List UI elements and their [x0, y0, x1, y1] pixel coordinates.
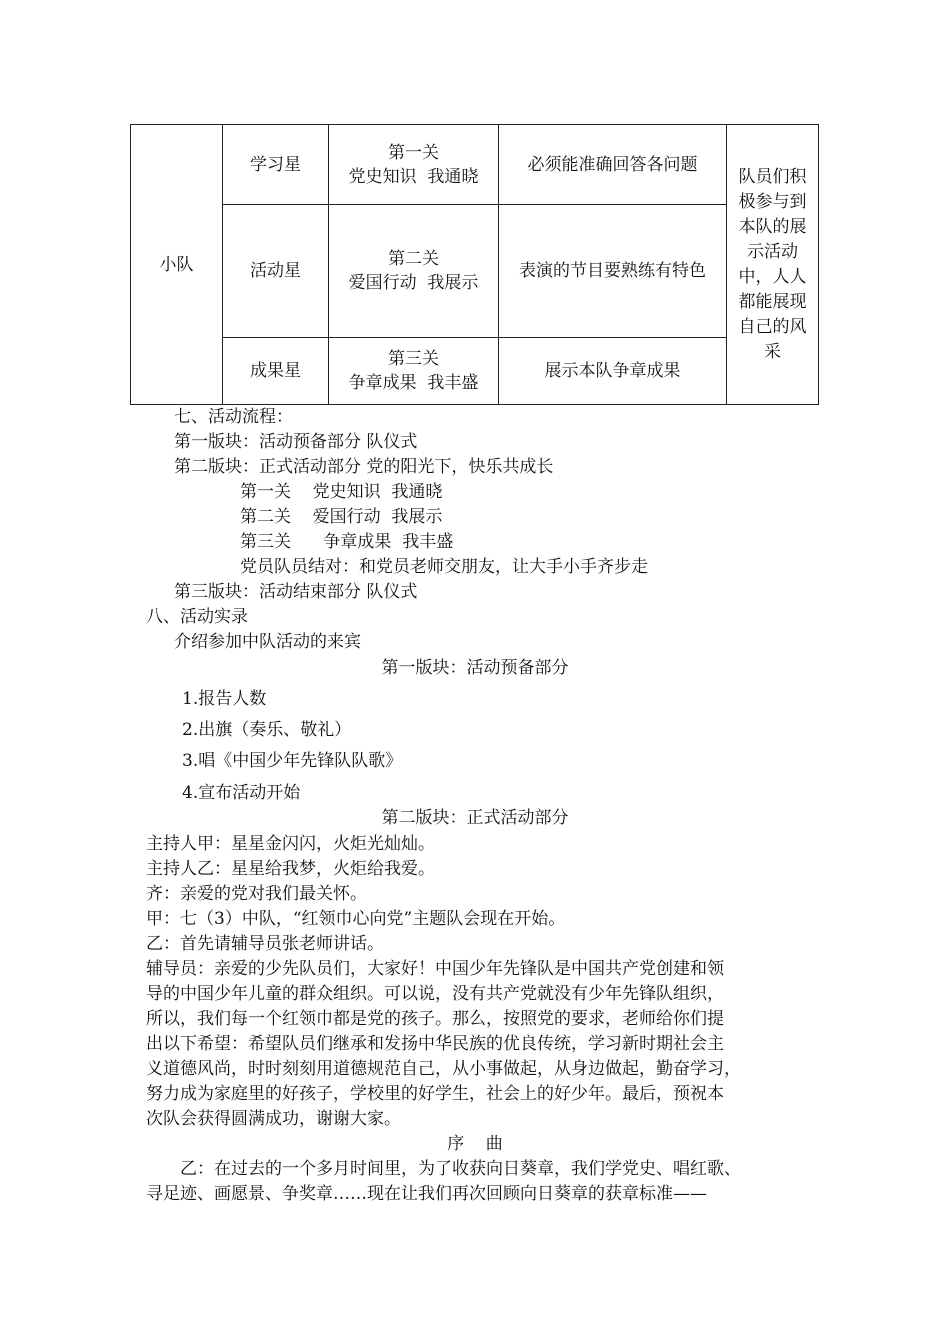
section7-heading: 七、活动流程： [174, 407, 293, 427]
block3-line: 第三版块：活动结束部分 队仪式 [174, 582, 418, 602]
star-cell: 活动星 [223, 205, 329, 338]
speech-line: 努力成为家庭里的好孩子，学校里的好学生，社会上的好少年。最后，预祝本 [146, 1084, 724, 1104]
prelude-line: 乙：在过去的一个多月时间里，为了收获向日葵章，我们学党史、唱红歌、 [180, 1159, 741, 1179]
step1-line: 第一关 党史知识 我通晓 [240, 482, 443, 502]
part1-title: 第一版块：活动预备部分 [381, 658, 569, 678]
star-table [130, 124, 819, 405]
requirement-cell: 表演的节目要熟练有特色 [499, 205, 727, 338]
pair-line: 党员队员结对：和党员老师交朋友，让大手小手齐步走 [240, 557, 648, 577]
list-item: 2.出旗（奏乐、敬礼） [182, 720, 352, 740]
list-item: 1.报告人数 [182, 689, 267, 709]
speech-line: 次队会获得圆满成功，谢谢大家。 [146, 1109, 401, 1129]
dialog-line: 齐：亲爱的党对我们最关怀。 [146, 884, 367, 904]
part2-title: 第二版块：正式活动部分 [381, 808, 569, 828]
list-item: 3.唱《中国少年先锋队队歌》 [182, 751, 403, 771]
step2-line: 第二关 爱国行动 我展示 [240, 507, 443, 527]
requirement-cell: 展示本队争章成果 [499, 338, 727, 405]
step3-line: 第三关 争章成果 我丰盛 [240, 532, 454, 552]
block2-line: 第二版块：正式活动部分 党的阳光下，快乐共成长 [174, 457, 554, 477]
prelude-title: 序 曲 [447, 1134, 503, 1154]
speech-line: 所以，我们每一个红领巾都是党的孩子。那么，按照党的要求，老师给你们提 [146, 1009, 724, 1029]
speech-line: 辅导员：亲爱的少先队员们，大家好！中国少年先锋队是中国共产党创建和领 [146, 959, 724, 979]
level-cell: 第二关 爱国行动 我展示 [329, 205, 499, 338]
block1-line: 第一版块：活动预备部分 队仪式 [174, 432, 418, 452]
section8-heading: 八、活动实录 [146, 607, 248, 627]
intro-line: 介绍参加中队活动的来宾 [174, 632, 361, 652]
star-cell: 学习星 [223, 125, 329, 205]
level-cell: 第一关 党史知识 我通晓 [329, 125, 499, 205]
note-cell: 队员们积极参与到本队的展示活动中，人人都能展现自己的风采 [727, 125, 819, 405]
dialog-line: 主持人乙：星星给我梦，火炬给我爱。 [146, 859, 435, 879]
speech-line: 义道德风尚，时时刻刻用道德规范自己，从小事做起，从身边做起，勤奋学习， [146, 1059, 741, 1079]
dialog-line: 甲：七（3）中队，“红领巾心向党”主题队会现在开始。 [146, 909, 566, 929]
requirement-cell: 必须能准确回答各问题 [499, 125, 727, 205]
level-cell: 第三关 争章成果 我丰盛 [329, 338, 499, 405]
speech-line: 出以下希望：希望队员们继承和发扬中华民族的优良传统，学习新时期社会主 [146, 1034, 724, 1054]
speech-line: 导的中国少年儿童的群众组织。可以说，没有共产党就没有少年先锋队组织， [146, 984, 724, 1004]
list-item: 4.宣布活动开始 [182, 783, 301, 803]
group-cell: 小队 [131, 125, 223, 405]
dialog-line: 主持人甲：星星金闪闪，火炬光灿灿。 [146, 834, 435, 854]
star-cell: 成果星 [223, 338, 329, 405]
prelude-line: 寻足迹、画愿景、争奖章……现在让我们再次回顾向日葵章的获章标准—— [146, 1184, 707, 1204]
dialog-line: 乙：首先请辅导员张老师讲话。 [146, 934, 384, 954]
